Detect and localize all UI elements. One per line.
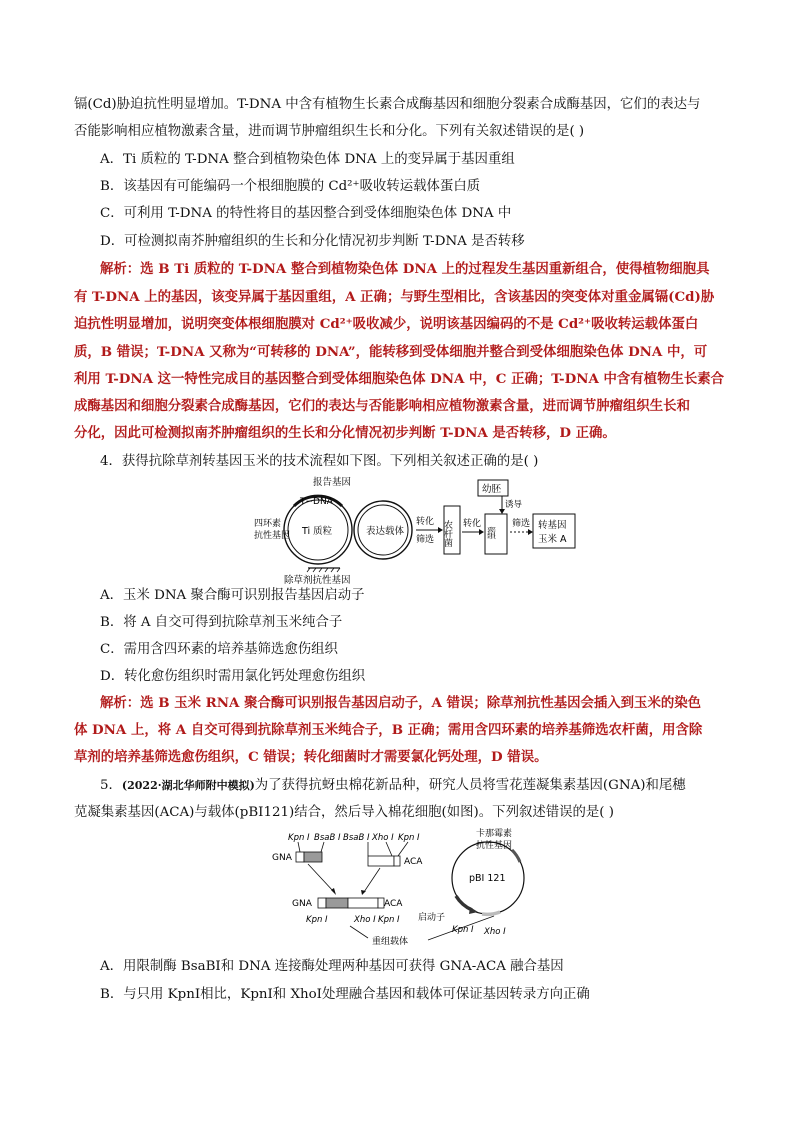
induce-label: 诱导 — [505, 500, 523, 510]
q5-source: (2022·湖北华师附中模拟) — [121, 779, 255, 792]
promoter-arc — [456, 896, 472, 910]
aca-label-2: ACA — [384, 899, 403, 909]
kpn1-label-b: Kpn Ⅰ — [398, 833, 420, 843]
q3-option-d: D．可检测拟南芥肿瘤组织的生长和分化情况初步判断 T-DNA 是否转移 — [100, 234, 525, 249]
q3-option-b: B．该基因有可能编码一个根细胞膜的 Cd²⁺吸收转运载体蛋白质 — [100, 179, 481, 194]
q5-stem-line-2: 苋凝集素基因(ACA)与载体(pBI121)结合，然后导入棉花细胞(如图)。下列叙述错误的是( ) — [74, 805, 615, 820]
ti-plasmid-label: Ti 质粒 — [302, 526, 333, 537]
aca-segment — [368, 856, 394, 866]
q5-number: 5． — [100, 778, 122, 793]
xho1-label-a: Xho Ⅰ — [372, 833, 394, 843]
tet-gene-label-2: 抗性基因 — [254, 531, 291, 541]
select-label-1: 筛选 — [416, 535, 435, 545]
result-label-2: 玉米 A — [538, 534, 567, 545]
transform-label-2: 转化 — [463, 519, 482, 529]
tet-gene-label-1: 四环素 — [254, 519, 282, 529]
q5-stem-line-1 — [100, 772, 728, 799]
q5-stem-text: 为了获得抗蚜虫棉花新品种，研究人员将雪花莲凝集素基因(GNA)和尾穗 — [254, 778, 686, 793]
aca-label: ACA — [404, 857, 423, 867]
q5-option-b: B．与只用 KpnⅠ相比，KpnⅠ和 XhoⅠ处理融合基因和载体可保证基因转录方向正确 — [100, 987, 590, 1002]
q3-option-a: A．Ti 质粒的 T-DNA 整合到植物染色体 DNA 上的变异属于基因重组 — [100, 152, 515, 167]
kpn1-label-c: Kpn Ⅰ — [306, 915, 328, 925]
q3-option-c: C．可利用 T-DNA 的特性将目的基因整合到受体细胞染色体 DNA 中 — [100, 206, 512, 221]
result-label-1: 转基因 — [538, 520, 567, 531]
screen-label: 筛选 — [512, 519, 531, 529]
kpn1-label-a: Kpn Ⅰ — [288, 833, 310, 843]
tdna-label: T−DNA — [300, 497, 333, 507]
q4-answer-line-2: 体 DNA 上，将 A 自交可得到抗除草剂玉米纯合子，B 正确；需用含四环素的培养基筛选农杆菌，用含除 — [74, 722, 703, 738]
q4-option-b: B．将 A 自交可得到抗除草剂玉米纯合子 — [100, 615, 343, 630]
recombinant-label: 重组载体 — [372, 937, 409, 947]
bsab1-label-a: BsaB Ⅰ — [314, 833, 341, 843]
gna-label-2: GNA — [292, 899, 312, 909]
kana-label-2: 抗性基因 — [476, 841, 513, 851]
q3-answer-line-7: 分化，因此可检测拟南芥肿瘤组织的生长和分化情况初步判断 T-DNA 是否转移，D 正确。 — [74, 425, 616, 441]
q4-option-a: A．玉米 DNA 聚合酶可识别报告基因启动子 — [100, 588, 365, 603]
gna-segment — [304, 852, 322, 862]
q4-stem: 4．获得抗除草剂转基因玉米的技术流程如下图。下列相关叙述正确的是( ) — [100, 454, 539, 469]
kpn1-label-e: Kpn Ⅰ — [452, 925, 474, 935]
xho1-label-c: Xho Ⅰ — [484, 927, 506, 937]
gna-label: GNA — [272, 853, 292, 863]
q3-answer-line-6: 成酶基因和细胞分裂素合成酶基因，它们的表达与否能影响相应植物激素含量，进而调节肿瘤组织生长和 — [74, 398, 690, 414]
q3-answer-line-3: 迫抗性明显增加，说明突变体根细胞膜对 Cd²⁺吸收减少，说明该基因编码的不是 Cd²⁺吸收转运载体蛋白 — [74, 316, 699, 332]
intro-line-1: 镉(Cd)胁迫抗性明显增加。T-DNA 中含有植物生长素合成酶基因和细胞分裂素合成酶基因，它们的表达与 — [74, 97, 701, 112]
q4-option-c: C．需用含四环素的培养基筛选愈伤组织 — [100, 642, 338, 657]
q3-answer-line-2: 有 T-DNA 上的基因，该变异属于基因重组，A 正确；与野生型相比，含该基因的突变体对重金属镉(Cd)胁 — [74, 289, 715, 305]
q3-answer-line-1: 解析：选 B Ti 质粒的 T-DNA 整合到植物染色体 DNA 上的过程发生基因重新组合，使得植物细胞具 — [100, 261, 710, 277]
bsab1-label-b: BsaB Ⅰ — [343, 833, 370, 843]
kana-label-1: 卡那霉素 — [476, 829, 513, 839]
q4-answer-line-1: 解析：选 B 玉米 RNA 聚合酶可识别报告基因启动子，A 错误；除草剂抗性基因会插入到玉米的染色 — [100, 695, 702, 711]
q4-answer-line-3: 草剂的培养基筛选愈伤组织，C 错误；转化细菌时才需要氯化钙处理，D 错误。 — [74, 749, 548, 765]
q3-answer-line-5: 利用 T-DNA 这一特性完成目的基因整合到受体细胞染色体 DNA 中，C 正确；T-DNA 中含有植物生长素合 — [74, 371, 725, 387]
q5-vector-figure — [268, 828, 544, 950]
xho1-label-b: Xho Ⅰ — [354, 915, 376, 925]
agrobacterium-label: 农杆菌 — [442, 520, 452, 547]
promoter-label: 启动子 — [418, 913, 446, 923]
reporter-gene-label: 报告基因 — [313, 477, 352, 488]
intro-line-2: 否能影响相应植物激素含量，进而调节肿瘤组织生长和分化。下列有关叙述错误的是( ) — [74, 124, 585, 139]
transform-label-1: 转化 — [416, 517, 435, 527]
q3-answer-line-4: 质，B 错误；T-DNA 又称为“可转移的 DNA”，能转移到受体细胞并整合到受体细胞染色体 DNA 中，可 — [74, 344, 708, 360]
pbi121-label: pBI 121 — [469, 873, 506, 884]
q5-option-a: A．用限制酶 BsaBⅠ和 DNA 连接酶处理两种基因可获得 GNA-ACA 融合基因 — [100, 959, 564, 974]
young-embryo-label: 幼胚 — [482, 484, 502, 495]
expression-vector-label: 表达载体 — [366, 526, 405, 537]
callus-label: 愈伤组织 — [485, 527, 495, 563]
kpn1-label-d: Kpn Ⅰ — [378, 915, 400, 925]
herbicide-gene-label: 除草剂抗性基因 — [284, 575, 351, 586]
q4-flow-figure — [250, 476, 580, 588]
q4-option-d: D．转化愈伤组织时需用氯化钙处理愈伤组织 — [100, 669, 366, 684]
